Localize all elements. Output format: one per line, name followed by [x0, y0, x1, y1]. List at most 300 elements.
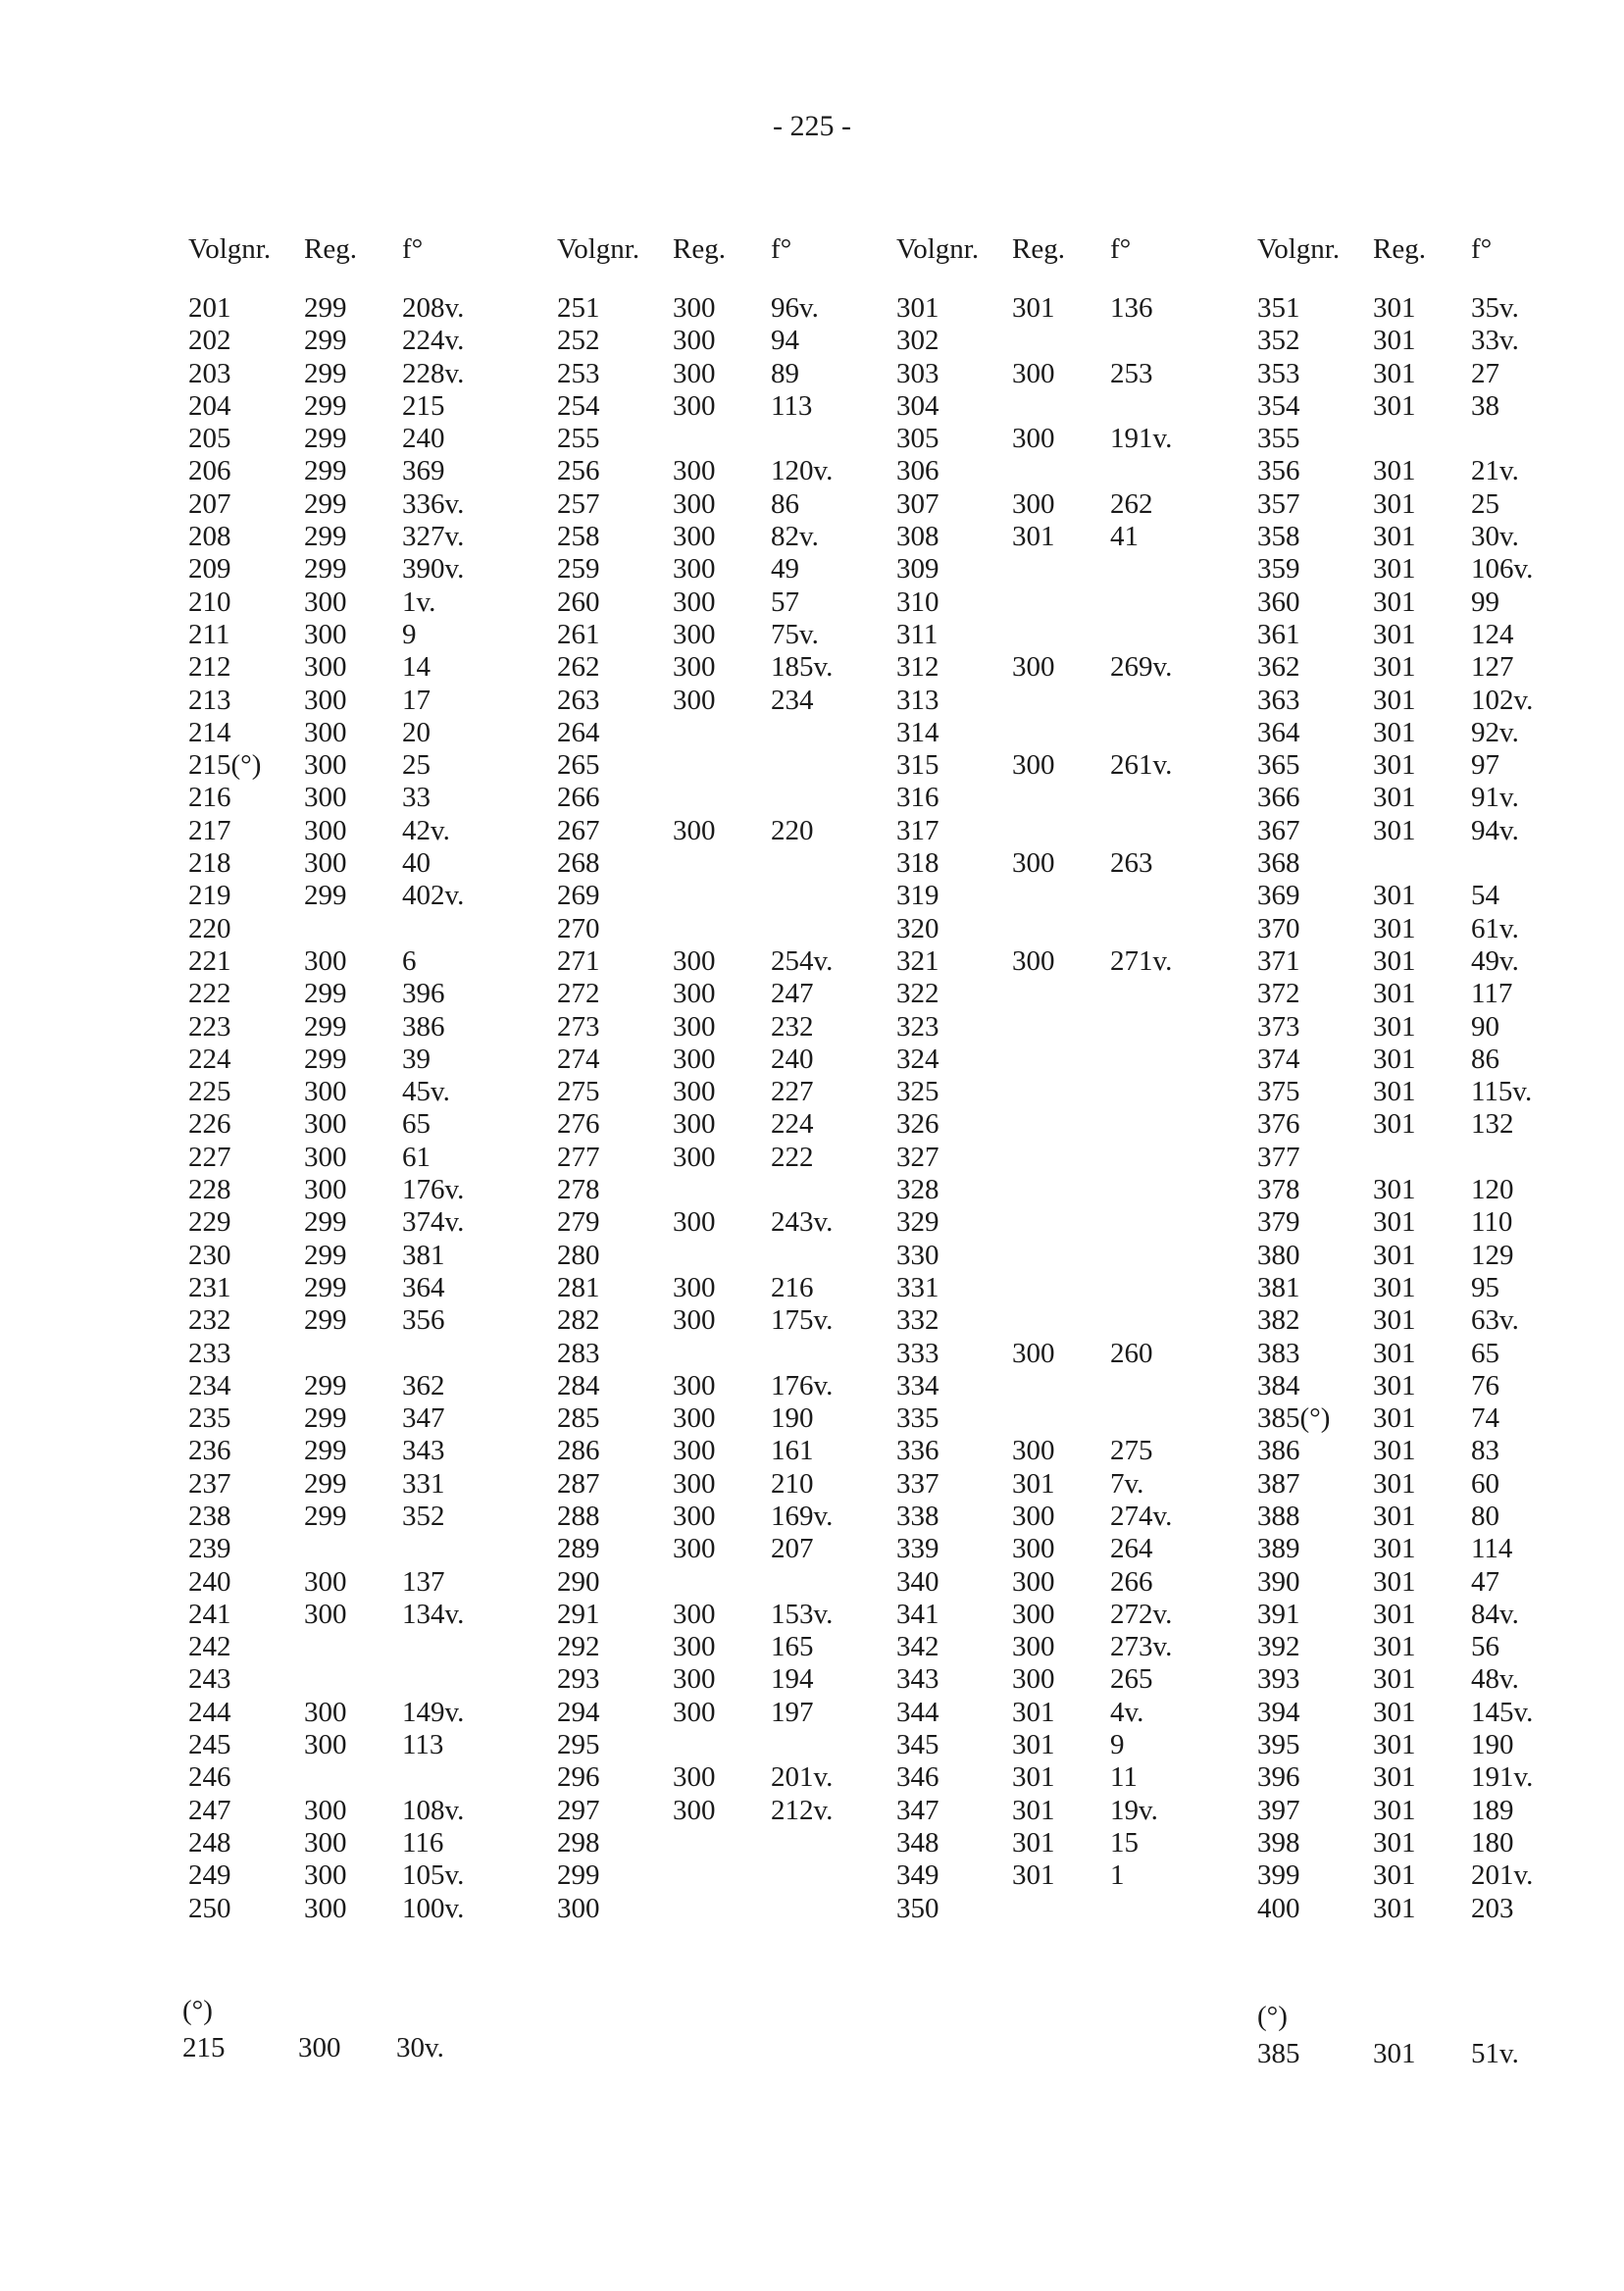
cell-folio: 165 — [771, 1631, 814, 1663]
cell-volgnr: 375 — [1257, 1076, 1300, 1108]
cell-volgnr: 249 — [188, 1859, 231, 1892]
table-row — [896, 1859, 1220, 1892]
table-row — [188, 521, 512, 553]
table-row — [557, 880, 881, 912]
cell-folio: 17 — [402, 684, 431, 716]
table-row — [188, 1272, 512, 1304]
cell-folio: 185v. — [771, 651, 834, 684]
cell-reg: 300 — [673, 553, 716, 585]
table-row — [557, 358, 881, 390]
table-row — [188, 1044, 512, 1076]
table-row — [188, 847, 512, 880]
cell-folio: 207 — [771, 1533, 814, 1565]
header-volgnr: Volgnr. — [557, 233, 640, 265]
header-volgnr: Volgnr. — [896, 233, 980, 265]
header-folio: f° — [1471, 233, 1493, 265]
cell-volgnr: 344 — [896, 1696, 939, 1728]
table-row — [188, 586, 512, 619]
cell-volgnr: 297 — [557, 1794, 600, 1826]
cell-folio: 266 — [1110, 1565, 1153, 1598]
cell-reg: 301 — [1373, 814, 1416, 846]
cell-volgnr: 233 — [188, 1337, 231, 1369]
cell-reg: 300 — [673, 1206, 716, 1239]
table-row — [1257, 717, 1581, 749]
cell-volgnr: 289 — [557, 1533, 600, 1565]
cell-folio: 263 — [1110, 847, 1153, 880]
cell-volgnr: 259 — [557, 553, 600, 585]
cell-volgnr: 389 — [1257, 1533, 1300, 1565]
cell-volgnr: 204 — [188, 389, 231, 422]
cell-folio: 271v. — [1110, 944, 1173, 977]
cell-reg: 300 — [673, 1402, 716, 1435]
cell-folio: 33v. — [1471, 325, 1519, 357]
table-row — [1257, 586, 1581, 619]
cell-volgnr: 329 — [896, 1206, 939, 1239]
cell-reg: 300 — [304, 782, 347, 814]
cell-volgnr: 313 — [896, 684, 939, 716]
table-row — [188, 619, 512, 651]
cell-reg: 300 — [673, 455, 716, 487]
cell-folio: 113 — [402, 1729, 444, 1761]
cell-volgnr: 315 — [896, 749, 939, 782]
cell-volgnr: 252 — [557, 325, 600, 357]
table-row — [1257, 1142, 1581, 1174]
cell-volgnr: 306 — [896, 455, 939, 487]
footnote-right — [1257, 1997, 1581, 2071]
cell-volgnr: 392 — [1257, 1631, 1300, 1663]
table-row — [188, 1729, 512, 1761]
cell-folio: 274v. — [1110, 1500, 1173, 1532]
table-row — [1257, 1468, 1581, 1501]
cell-folio: 30v. — [1471, 521, 1519, 553]
cell-reg: 300 — [673, 1435, 716, 1467]
cell-folio: 129 — [1471, 1239, 1514, 1271]
table-row — [188, 685, 512, 717]
cell-volgnr: 354 — [1257, 389, 1300, 422]
cell-volgnr: 366 — [1257, 782, 1300, 814]
table-row — [188, 1827, 512, 1859]
cell-folio: 9 — [402, 618, 417, 650]
cell-folio: 336v. — [402, 487, 465, 520]
cell-folio: 176v. — [402, 1174, 465, 1206]
cell-volgnr: 247 — [188, 1794, 231, 1826]
table-row — [188, 913, 512, 945]
cell-folio: 91v. — [1471, 782, 1519, 814]
cell-volgnr: 300 — [557, 1892, 600, 1924]
cell-volgnr: 399 — [1257, 1859, 1300, 1892]
cell-volgnr: 372 — [1257, 978, 1300, 1010]
table-row — [557, 390, 881, 423]
cell-volgnr: 265 — [557, 749, 600, 782]
table-row — [188, 1533, 512, 1565]
cell-folio: 364 — [402, 1271, 445, 1303]
cell-folio: 99 — [1471, 585, 1499, 618]
table-row — [557, 782, 881, 814]
cell-reg: 300 — [673, 389, 716, 422]
cell-reg: 300 — [673, 1369, 716, 1401]
cell-folio: 190 — [771, 1402, 814, 1435]
table-row — [557, 1795, 881, 1827]
header-volgnr: Volgnr. — [1257, 233, 1341, 265]
cell-volgnr: 208 — [188, 521, 231, 553]
table-row — [557, 1697, 881, 1729]
table-row — [188, 553, 512, 585]
cell-reg: 301 — [1373, 1761, 1416, 1794]
table-row — [896, 1761, 1220, 1794]
table-row — [557, 1142, 881, 1174]
table-row — [1257, 1599, 1581, 1631]
cell-reg: 301 — [1373, 553, 1416, 585]
cell-folio: 331 — [402, 1467, 445, 1500]
cell-folio: 261v. — [1110, 749, 1173, 782]
cell-folio: 272v. — [1110, 1598, 1173, 1630]
cell-reg: 300 — [673, 618, 716, 650]
cell-reg: 301 — [1012, 1761, 1055, 1794]
cell-volgnr: 229 — [188, 1206, 231, 1239]
cell-reg: 299 — [304, 1206, 347, 1239]
table-row — [1257, 553, 1581, 585]
table-row — [896, 1468, 1220, 1501]
table-row — [896, 847, 1220, 880]
cell-volgnr: 347 — [896, 1794, 939, 1826]
header-folio: f° — [771, 233, 792, 265]
cell-reg: 301 — [1373, 1663, 1416, 1696]
table-column-2 — [557, 233, 881, 1925]
cell-reg: 300 — [304, 1565, 347, 1598]
cell-folio: 161 — [771, 1435, 814, 1467]
cell-folio: 234 — [771, 684, 814, 716]
cell-reg: 301 — [1373, 1631, 1416, 1663]
cell-reg: 300 — [304, 1794, 347, 1826]
cell-reg: 300 — [673, 1043, 716, 1075]
cell-folio: 33 — [402, 782, 431, 814]
table-row — [557, 1338, 881, 1370]
cell-reg: 301 — [1012, 1826, 1055, 1858]
cell-reg: 300 — [304, 1826, 347, 1858]
cell-volgnr: 353 — [1257, 357, 1300, 389]
cell-folio: 347 — [402, 1402, 445, 1435]
cell-folio: 63v. — [1471, 1304, 1519, 1337]
table-row — [188, 1599, 512, 1631]
header-reg: Reg. — [304, 233, 357, 265]
table-row — [557, 651, 881, 684]
table-row — [557, 913, 881, 945]
table-row — [1257, 1108, 1581, 1141]
cell-folio: 9 — [1110, 1729, 1125, 1761]
cell-volgnr: 294 — [557, 1696, 600, 1728]
cell-reg: 301 — [1373, 1271, 1416, 1303]
cell-volgnr: 236 — [188, 1435, 231, 1467]
cell-volgnr: 373 — [1257, 1010, 1300, 1043]
cell-folio: 116 — [402, 1826, 444, 1858]
cell-volgnr: 342 — [896, 1631, 939, 1663]
cell-volgnr: 305 — [896, 423, 939, 455]
cell-folio: 356 — [402, 1304, 445, 1337]
cell-reg: 301 — [1373, 651, 1416, 684]
cell-volgnr: 332 — [896, 1304, 939, 1337]
table-row — [896, 782, 1220, 814]
table-row — [188, 1435, 512, 1467]
cell-folio: 149v. — [402, 1696, 465, 1728]
cell-reg: 300 — [673, 325, 716, 357]
cell-volgnr: 217 — [188, 814, 231, 846]
cell-volgnr: 367 — [1257, 814, 1300, 846]
table-row — [557, 1272, 881, 1304]
cell-folio: 210 — [771, 1467, 814, 1500]
cell-folio: 224 — [771, 1108, 814, 1141]
cell-reg: 300 — [673, 1794, 716, 1826]
cell-reg: 300 — [673, 1304, 716, 1337]
cell-folio: 264 — [1110, 1533, 1153, 1565]
cell-volgnr: 341 — [896, 1598, 939, 1630]
cell-volgnr: 244 — [188, 1696, 231, 1728]
cell-volgnr: 241 — [188, 1598, 231, 1630]
table-row — [1257, 782, 1581, 814]
table-column-1 — [188, 233, 512, 1925]
cell-reg: 299 — [304, 1500, 347, 1532]
table-row — [896, 1206, 1220, 1239]
cell-folio: 220 — [771, 814, 814, 846]
cell-reg: 301 — [1373, 1206, 1416, 1239]
cell-volgnr: 325 — [896, 1076, 939, 1108]
footnote-left — [182, 1991, 506, 2065]
table-row — [1257, 1631, 1581, 1663]
cell-folio: 201v. — [1471, 1859, 1534, 1892]
cell-reg: 301 — [1373, 978, 1416, 1010]
cell-volgnr: 359 — [1257, 553, 1300, 585]
table-row — [557, 1631, 881, 1663]
cell-volgnr: 223 — [188, 1010, 231, 1043]
cell-volgnr: 345 — [896, 1729, 939, 1761]
cell-folio: 40 — [402, 847, 431, 880]
cell-reg: 299 — [304, 357, 347, 389]
table-row — [188, 423, 512, 455]
cell-reg: 300 — [673, 487, 716, 520]
cell-reg: 301 — [1373, 1565, 1416, 1598]
table-row — [896, 1533, 1220, 1565]
cell-folio: 127 — [1471, 651, 1514, 684]
cell-volgnr: 319 — [896, 880, 939, 912]
cell-volgnr: 202 — [188, 325, 231, 357]
cell-reg: 300 — [673, 944, 716, 977]
cell-folio: 41 — [1110, 521, 1139, 553]
table-row — [188, 1174, 512, 1206]
cell-folio: 275 — [1110, 1435, 1153, 1467]
cell-reg: 299 — [304, 1304, 347, 1337]
cell-volgnr: 336 — [896, 1435, 939, 1467]
cell-volgnr: 340 — [896, 1565, 939, 1598]
cell-volgnr: 360 — [1257, 585, 1300, 618]
cell-reg: 301 — [1373, 782, 1416, 814]
table-row — [896, 1663, 1220, 1696]
cell-reg: 300 — [304, 814, 347, 846]
cell-volgnr: 322 — [896, 978, 939, 1010]
cell-folio: 102v. — [1471, 684, 1534, 716]
cell-folio: 201v. — [771, 1761, 834, 1794]
cell-reg: 301 — [1373, 292, 1416, 324]
table-row — [896, 1370, 1220, 1402]
table-row — [188, 1697, 512, 1729]
table-row — [1257, 1402, 1581, 1435]
cell-volgnr: 374 — [1257, 1043, 1300, 1075]
table-row — [1257, 1501, 1581, 1533]
cell-folio: 80 — [1471, 1500, 1499, 1532]
header-reg: Reg. — [1373, 233, 1426, 265]
cell-volgnr: 358 — [1257, 521, 1300, 553]
table-row — [1257, 1663, 1581, 1696]
cell-folio: 105v. — [402, 1859, 465, 1892]
cell-volgnr: 283 — [557, 1337, 600, 1369]
table-row — [557, 1240, 881, 1272]
cell-reg: 301 — [1373, 325, 1416, 357]
cell-volgnr: 320 — [896, 912, 939, 944]
cell-volgnr: 350 — [896, 1892, 939, 1924]
cell-volgnr: 275 — [557, 1076, 600, 1108]
cell-folio: 402v. — [402, 880, 465, 912]
cell-volgnr: 292 — [557, 1631, 600, 1663]
table-row — [896, 325, 1220, 357]
cell-folio: 38 — [1471, 389, 1499, 422]
cell-folio: 269v. — [1110, 651, 1173, 684]
table-row — [1257, 685, 1581, 717]
cell-volgnr: 281 — [557, 1271, 600, 1303]
cell-volgnr: 302 — [896, 325, 939, 357]
table-row — [1257, 1859, 1581, 1892]
table-row — [188, 1501, 512, 1533]
cell-reg: 300 — [304, 1696, 347, 1728]
table-rows — [1257, 292, 1581, 1925]
cell-volgnr: 253 — [557, 357, 600, 389]
table-row — [896, 880, 1220, 912]
cell-volgnr: 378 — [1257, 1174, 1300, 1206]
table-row — [557, 423, 881, 455]
cell-volgnr: 205 — [188, 423, 231, 455]
cell-volgnr: 397 — [1257, 1794, 1300, 1826]
cell-folio: 94 — [771, 325, 799, 357]
cell-folio: 61v. — [1471, 912, 1519, 944]
cell-reg: 300 — [673, 1696, 716, 1728]
cell-volgnr: 346 — [896, 1761, 939, 1794]
cell-volgnr: 201 — [188, 292, 231, 324]
cell-reg: 300 — [1012, 1435, 1055, 1467]
cell-folio: 25 — [1471, 487, 1499, 520]
cell-volgnr: 280 — [557, 1239, 600, 1271]
cell-reg: 300 — [673, 1271, 716, 1303]
table-column-3 — [896, 233, 1220, 1925]
cell-volgnr: 303 — [896, 357, 939, 389]
table-row — [188, 978, 512, 1010]
cell-folio: 247 — [771, 978, 814, 1010]
cell-folio: 15 — [1110, 1826, 1139, 1858]
table-row — [188, 1108, 512, 1141]
table-row — [896, 358, 1220, 390]
cell-reg: 300 — [304, 618, 347, 650]
cell-folio: 362 — [402, 1369, 445, 1401]
cell-volgnr: 352 — [1257, 325, 1300, 357]
cell-volgnr: 334 — [896, 1369, 939, 1401]
cell-reg: 299 — [304, 978, 347, 1010]
cell-volgnr: 368 — [1257, 847, 1300, 880]
table-row — [896, 1435, 1220, 1467]
cell-volgnr: 212 — [188, 651, 231, 684]
table-row — [557, 945, 881, 978]
cell-volgnr: 388 — [1257, 1500, 1300, 1532]
cell-folio: 89 — [771, 357, 799, 389]
table-row — [1257, 390, 1581, 423]
cell-folio: 86 — [771, 487, 799, 520]
cell-folio: 273v. — [1110, 1631, 1173, 1663]
column-header-row — [1257, 233, 1581, 292]
table-row — [896, 1338, 1220, 1370]
cell-volgnr: 286 — [557, 1435, 600, 1467]
cell-reg: 301 — [1373, 1892, 1416, 1924]
table-row — [188, 880, 512, 912]
cell-folio: 191v. — [1471, 1761, 1534, 1794]
table-rows — [188, 292, 512, 1925]
cell-volgnr: 309 — [896, 553, 939, 585]
cell-volgnr: 298 — [557, 1826, 600, 1858]
table-row — [557, 1761, 881, 1794]
table-row — [896, 553, 1220, 585]
table-row — [1257, 325, 1581, 357]
cell-reg: 300 — [304, 1108, 347, 1141]
cell-folio: 45v. — [402, 1076, 450, 1108]
header-reg: Reg. — [673, 233, 726, 265]
column-header-row — [557, 233, 881, 292]
table-row — [557, 1599, 881, 1631]
cell-volgnr: 371 — [1257, 944, 1300, 977]
table-row — [896, 586, 1220, 619]
cell-folio: 260 — [1110, 1337, 1153, 1369]
cell-reg: 300 — [304, 1141, 347, 1173]
table-row — [557, 1663, 881, 1696]
cell-folio: 35v. — [1471, 292, 1519, 324]
cell-volgnr: 355 — [1257, 423, 1300, 455]
cell-volgnr: 235 — [188, 1402, 231, 1435]
table-row — [188, 1011, 512, 1044]
table-row — [188, 390, 512, 423]
cell-volgnr: 218 — [188, 847, 231, 880]
cell-volgnr: 356 — [1257, 455, 1300, 487]
cell-folio: 134v. — [402, 1598, 465, 1630]
column-header-row — [188, 233, 512, 292]
cell-volgnr: 262 — [557, 651, 600, 684]
cell-folio: 369 — [402, 455, 445, 487]
cell-volgnr: 248 — [188, 1826, 231, 1858]
table-row — [557, 1893, 881, 1925]
cell-reg: 301 — [1373, 1729, 1416, 1761]
cell-reg: 301 — [1373, 749, 1416, 782]
table-row — [557, 455, 881, 487]
cell-reg: 300 — [1012, 1663, 1055, 1696]
cell-folio: 124 — [1471, 618, 1514, 650]
cell-volgnr: 225 — [188, 1076, 231, 1108]
cell-folio: 216 — [771, 1271, 814, 1303]
cell-volgnr: 299 — [557, 1859, 600, 1892]
cell-folio: 145v. — [1471, 1696, 1534, 1728]
cell-folio: 240 — [771, 1043, 814, 1075]
cell-volgnr: 258 — [557, 521, 600, 553]
table-row — [188, 358, 512, 390]
table-row — [896, 978, 1220, 1010]
table-row — [896, 1402, 1220, 1435]
cell-folio: 227 — [771, 1076, 814, 1108]
cell-folio: 86 — [1471, 1043, 1499, 1075]
cell-volgnr: 274 — [557, 1043, 600, 1075]
cell-reg: 300 — [304, 651, 347, 684]
cell-volgnr: 290 — [557, 1565, 600, 1598]
table-row — [557, 488, 881, 521]
